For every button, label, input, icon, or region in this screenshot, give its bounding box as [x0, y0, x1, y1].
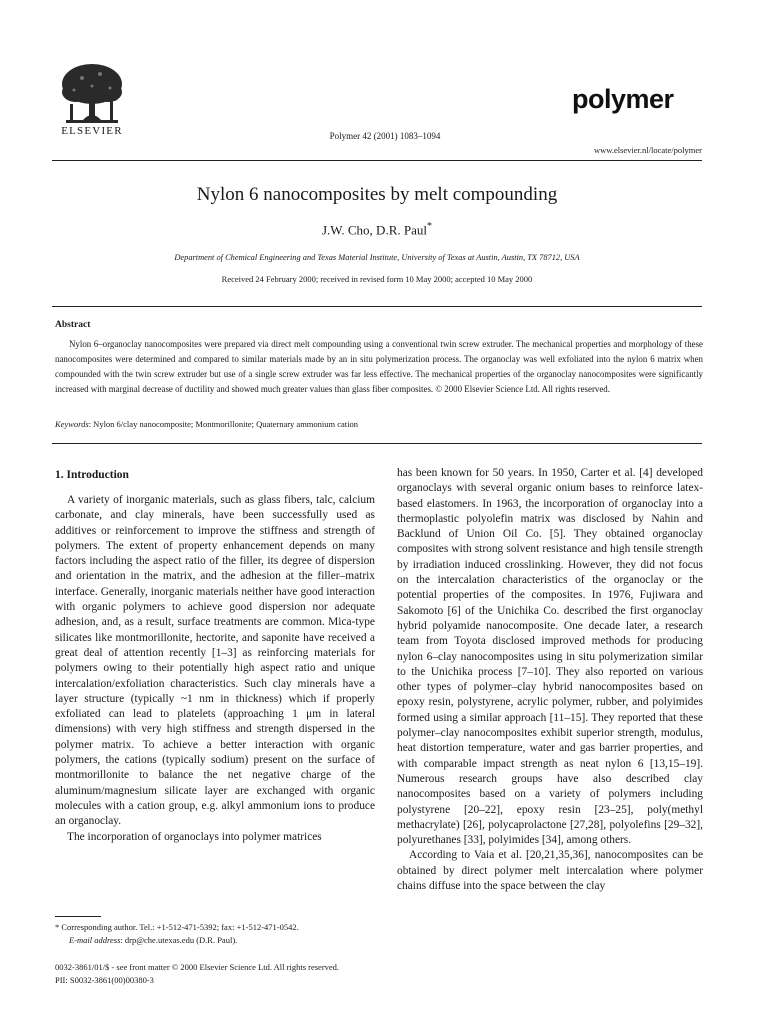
- abstract-divider: [52, 306, 702, 307]
- front-matter-info: [55, 961, 339, 987]
- corresponding-mark: *: [426, 221, 432, 232]
- keywords-label: Keywords: [55, 419, 89, 429]
- footnote-rule: [55, 916, 101, 917]
- right-column: [397, 466, 703, 894]
- pii-line: PII: S0032-3861(00)00380-3: [55, 975, 154, 985]
- abstract-heading: Abstract: [55, 320, 91, 330]
- corresponding-author-note: * Corresponding author. Tel.: +1-512-471-5392; fax: +1-512-471-0542.: [55, 922, 299, 932]
- header-divider: [52, 160, 702, 161]
- left-column: [55, 493, 375, 845]
- keywords-list: : Nylon 6/clay nanocomposite; Montmorillonite; Quaternary ammonium cation: [88, 419, 359, 429]
- paragraph: The incorporation of organoclays into polymer matrices: [67, 830, 322, 843]
- affiliation: Department of Chemical Engineering and Texas Material Institute, University of Texas at Austin, Austin, TX 78712, USA: [174, 253, 580, 262]
- journal-url[interactable]: www.elsevier.nl/locate/polymer: [593, 145, 702, 155]
- authors: J.W. Cho, D.R. Paul: [322, 222, 427, 238]
- journal-logo: polymer: [572, 84, 674, 114]
- journal-reference: Polymer 42 (2001) 1083–1094: [329, 131, 441, 141]
- publisher-name: ELSEVIER: [61, 125, 123, 137]
- paragraph: A variety of inorganic materials, such as glass fibers, talc, calcium carbonate, and clay minerals, have been successfully used as additives or reinforcement to improve the stiffness and strength of polymers. The extent of property enhancement depends on many factors including the aspect ratio of the filler, its degree of dispersion and orientation in the matrix, and the adhesion at the filler–matrix interface. Generally, inorganic materials neither have good interaction with organic polymers to achieve good dispersion nor adequate adhesion, and, as a result, surface treatments are common. Mica-type silicates like montmorillonite, hectorite, and saponite have received a great deal of attention recently [1–3] as reinforcing materials for polymers owing to their potentially high aspect ratio and unique intercalation/exfoliation characteristics. Such clay minerals have a layer structure (typically ~1 nm in thickness) which if properly exfoliated can lead to platelets (approaching 1 μm in lateral dimensions) with very high stiffness and strength dispersed in the polymer matrix. To achieve a better interaction with organic polymers, the cations (typically sodium) present on the surface of montmorillonite to balance the net negative charge of the aluminum/magnesium silicate layer are exchanged with organic molecules with a cation group, e.g. alkyl ammonium ions to produce an organoclay.: [55, 494, 375, 828]
- email-address[interactable]: : drp@che.utexas.edu (D.R. Paul).: [120, 935, 238, 945]
- footnote: [55, 921, 375, 947]
- email-label: E-mail address: [69, 935, 121, 945]
- keywords-divider: [52, 443, 702, 444]
- email-note: [55, 934, 375, 947]
- abstract-text: Nylon 6–organoclay nanocomposites were prepared via direct melt compounding using a conventional twin screw extruder. The mechanical properties and morphology of these nanocomposites were determined and compared to similar materials made by an in situ polymerization process. The organoclay was well exfoliated into the nylon 6 matrix when compounded with the twin screw extruder but use of a single screw extruder was far less effective. The mechanical properties of the organoclay nanocomposites were significantly increased with marginal decrease of ductility and showed much greater values than glass fiber composites. © 2000 Elsevier Science Ltd. All rights reserved.: [55, 339, 703, 394]
- elsevier-tree-logo: [52, 60, 132, 132]
- article-title: Nylon 6 nanocomposites by melt compounding: [196, 184, 558, 205]
- author-line: [52, 221, 702, 238]
- paragraph: has been known for 50 years. In 1950, Carter et al. [4] developed organoclays with several organic onium bases to reinforce latex-based elastomers. In 1963, the incorporation of organoclay into a thermoplastic polyolefin matrix was disclosed by Nahin and Backlund of Union Oil Co. [5]. They obtained organoclay composites with strong solvent resistance and high tensile strength by irradiation induced crosslinking. However, they did not focus on the intercalation characteristics of the organoclay or the potential properties of the composites. In 1976, Fujiwara and Sakomoto [6] of the Unichika Co. described the first organoclay hybrid polyamide nanocomposite. One decade later, a research team from Toyota disclosed improved methods for producing nylon 6–clay nanocomposites using in situ polymerization similar to the Unichika process [7–10]. They also reported on various other types of polymer–clay hybrid nanocomposites based on epoxy resin, polystyrene, acrylic polymer, rubber, and polyimides formed using a similar approach [11–15]. They reported that these polymer–clay nanocomposites exhibit superior strength, modulus, heat distortion temperature, water and gas barrier properties, and with comparable impact strength as neat nylon 6 [13,15–19]. Numerous research groups have also described clay nanocomposites based on a variety of polymers including polystyrene [20–22], epoxy resin [23–25], poly(methyl methacrylate) [26], polycaprolactone [27,28], polyolefins [29–32], polyurethanes [33], polyimides [34], among others.: [397, 467, 703, 847]
- section-heading: 1. Introduction: [55, 469, 129, 481]
- paragraph: According to Vaia et al. [20,21,35,36], nanocomposites can be obtained by direct polymer melt intercalation where polymer chains diffuse into the space between the clay: [397, 849, 703, 893]
- received-dates: Received 24 February 2000; received in revised form 10 May 2000; accepted 10 May 2000: [221, 274, 533, 284]
- keywords: [55, 419, 703, 429]
- copyright-line: 0032-3861/01/$ - see front matter © 2000 Elsevier Science Ltd. All rights reserved.: [55, 962, 340, 972]
